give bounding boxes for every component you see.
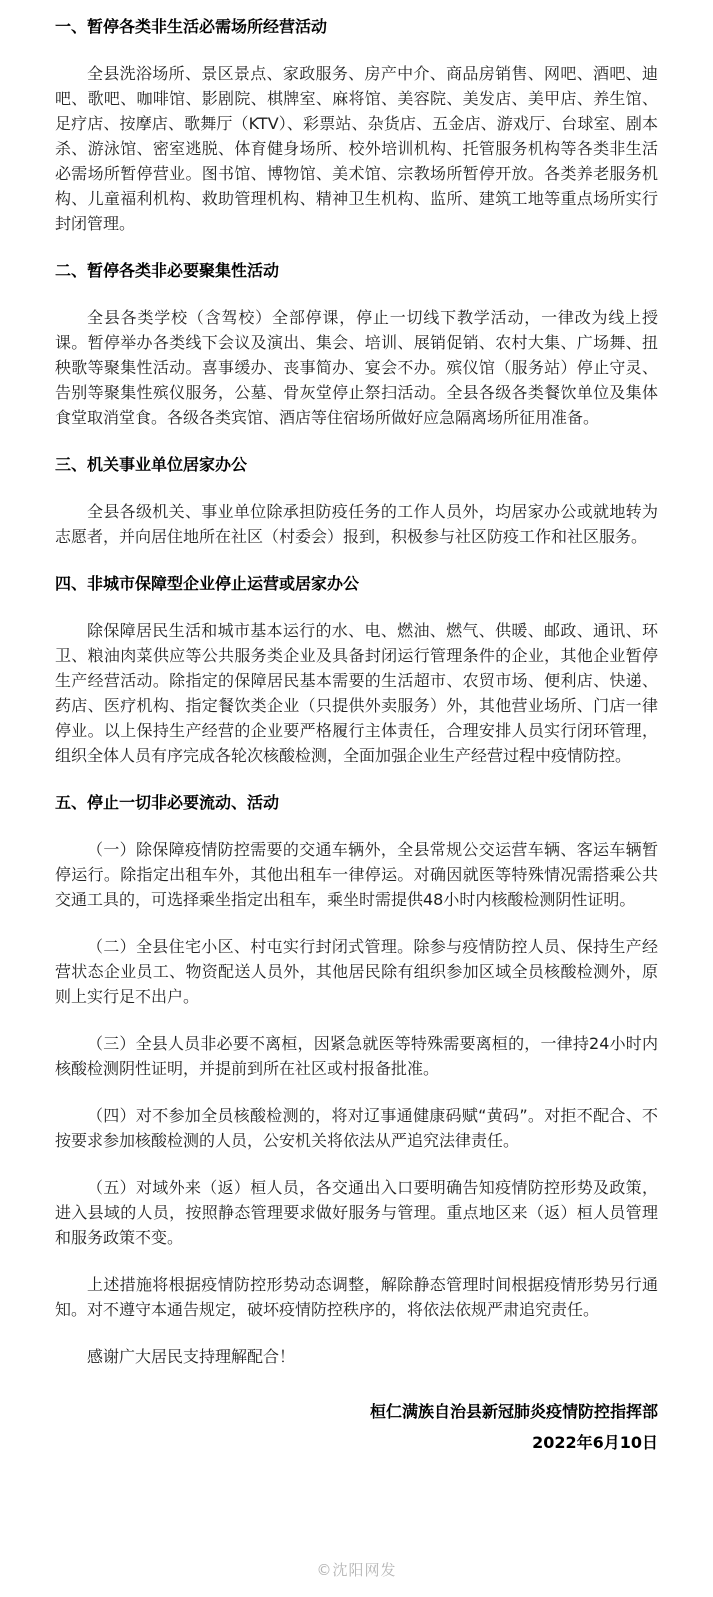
section-1: [55, 14, 658, 236]
section-paragraph-item-1: （一）除保障疫情防控需要的交通车辆外，全县常规公交运营车辆、客运车辆暂停运行。除指定出租车外，其他出租车一律停运。对确因就医等特殊情况需搭乘公共交通工具的，可选择乘坐指定出租车，乘坐时需提供48小时内核酸检测阴性证明。: [55, 840, 658, 909]
closing-measures: 上述措施将根据疫情防控形势动态调整，解除静态管理时间根据疫情形势另行通知。对不遵守本通告规定，破坏疫情防控秩序的，将依法依规严肃追究责任。: [55, 1275, 658, 1319]
closing-thanks: 感谢广大居民支持理解配合！: [87, 1347, 296, 1366]
signature-block: [55, 1399, 658, 1455]
section-5: [55, 790, 658, 1250]
section-4: [55, 571, 658, 768]
watermark: [0, 1558, 713, 1583]
issuing-authority: 桓仁满族自治县新冠肺炎疫情防控指挥部: [369, 1402, 658, 1421]
section-paragraph-item-4: （四）对不参加全员核酸检测的，将对辽事通健康码赋“黄码”。对拒不配合、不按要求参加核酸检测的人员，公安机关将依法从严追究法律责任。: [55, 1106, 658, 1150]
section-2: [55, 258, 658, 430]
section-heading: 四、非城市保障型企业停止运营或居家办公: [55, 574, 360, 593]
section-paragraph-item-2: （二）全县住宅小区、村屯实行封闭式管理。除参与疫情防控人员、保持生产经营状态企业员工、物资配送人员外，其他居民除有组织参加区域全员核酸检测外，原则上实行足不出户。: [55, 937, 658, 1006]
section-paragraph: 全县各类学校（含驾校）全部停课，停止一切线下教学活动，一律改为线上授课。暂停举办各类线下会议及演出、集会、培训、展销促销、农村大集、广场舞、扭秧歌等聚集性活动。喜事缓办、丧事简办、宴会不办。殡仪馆（服务站）停止守灵、告别等聚集性殡仪服务，公墓、骨灰堂停止祭扫活动。全县各级各类餐饮单位及集体食堂取消堂食。各级各类宾馆、酒店等住宿场所做好应急隔离场所征用准备。: [55, 308, 658, 427]
watermark-text: ©沈阳网发: [316, 1561, 397, 1579]
section-paragraph: 全县各级机关、事业单位除承担防疫任务的工作人员外，均居家办公或就地转为志愿者，并向居住地所在社区（村委会）报到，积极参与社区防疫工作和社区服务。: [55, 502, 658, 546]
section-heading: 三、机关事业单位居家办公: [55, 455, 248, 474]
issue-date: 2022年6月10日: [532, 1433, 658, 1452]
section-paragraph-item-5: （五）对域外来（返）桓人员，各交通出入口要明确告知疫情防控形势及政策，进入县域的人员，按照静态管理要求做好服务与管理。重点地区来（返）桓人员管理和服务政策不变。: [55, 1178, 658, 1247]
section-3: [55, 452, 658, 549]
section-heading: 二、暂停各类非必要聚集性活动: [55, 261, 280, 280]
section-paragraph: 全县洗浴场所、景区景点、家政服务、房产中介、商品房销售、网吧、酒吧、迪吧、歌吧、咖啡馆、影剧院、棋牌室、麻将馆、美容院、美发店、美甲店、养生馆、足疗店、按摩店、歌舞厅（KTV）、彩票站、杂货店、五金店、游戏厅、台球室、剧本杀、游泳馆、密室逃脱、体育健身场所、校外培训机构、托管服务机构等各类非生活必需场所暂停营业。图书馆、博物馆、美术馆、宗教场所暂停开放。各类养老服务机构、儿童福利机构、救助管理机构、精神卫生机构、监所、建筑工地等重点场所实行封闭管理。: [55, 64, 658, 233]
section-heading: 一、暂停各类非生活必需场所经营活动: [55, 17, 328, 36]
section-paragraph: 除保障居民生活和城市基本运行的水、电、燃油、燃气、供暖、邮政、通讯、环卫、粮油肉菜供应等公共服务类企业及具备封闭运行管理条件的企业，其他企业暂停生产经营活动。除指定的保障居民基本需要的生活超市、农贸市场、便利店、快递、药店、医疗机构、指定餐饮类企业（只提供外卖服务）外，其他营业场所、门店一律停业。以上保持生产经营的企业要严格履行主体责任，合理安排人员实行闭环管理，组织全体人员有序完成各轮次核酸检测，全面加强企业生产经营过程中疫情防控。: [55, 621, 658, 765]
section-heading: 五、停止一切非必要流动、活动: [55, 793, 280, 812]
section-paragraph-item-3: （三）全县人员非必要不离桓，因紧急就医等特殊需要离桓的，一律持24小时内核酸检测阴性证明，并提前到所在社区或村报备批准。: [55, 1034, 658, 1078]
